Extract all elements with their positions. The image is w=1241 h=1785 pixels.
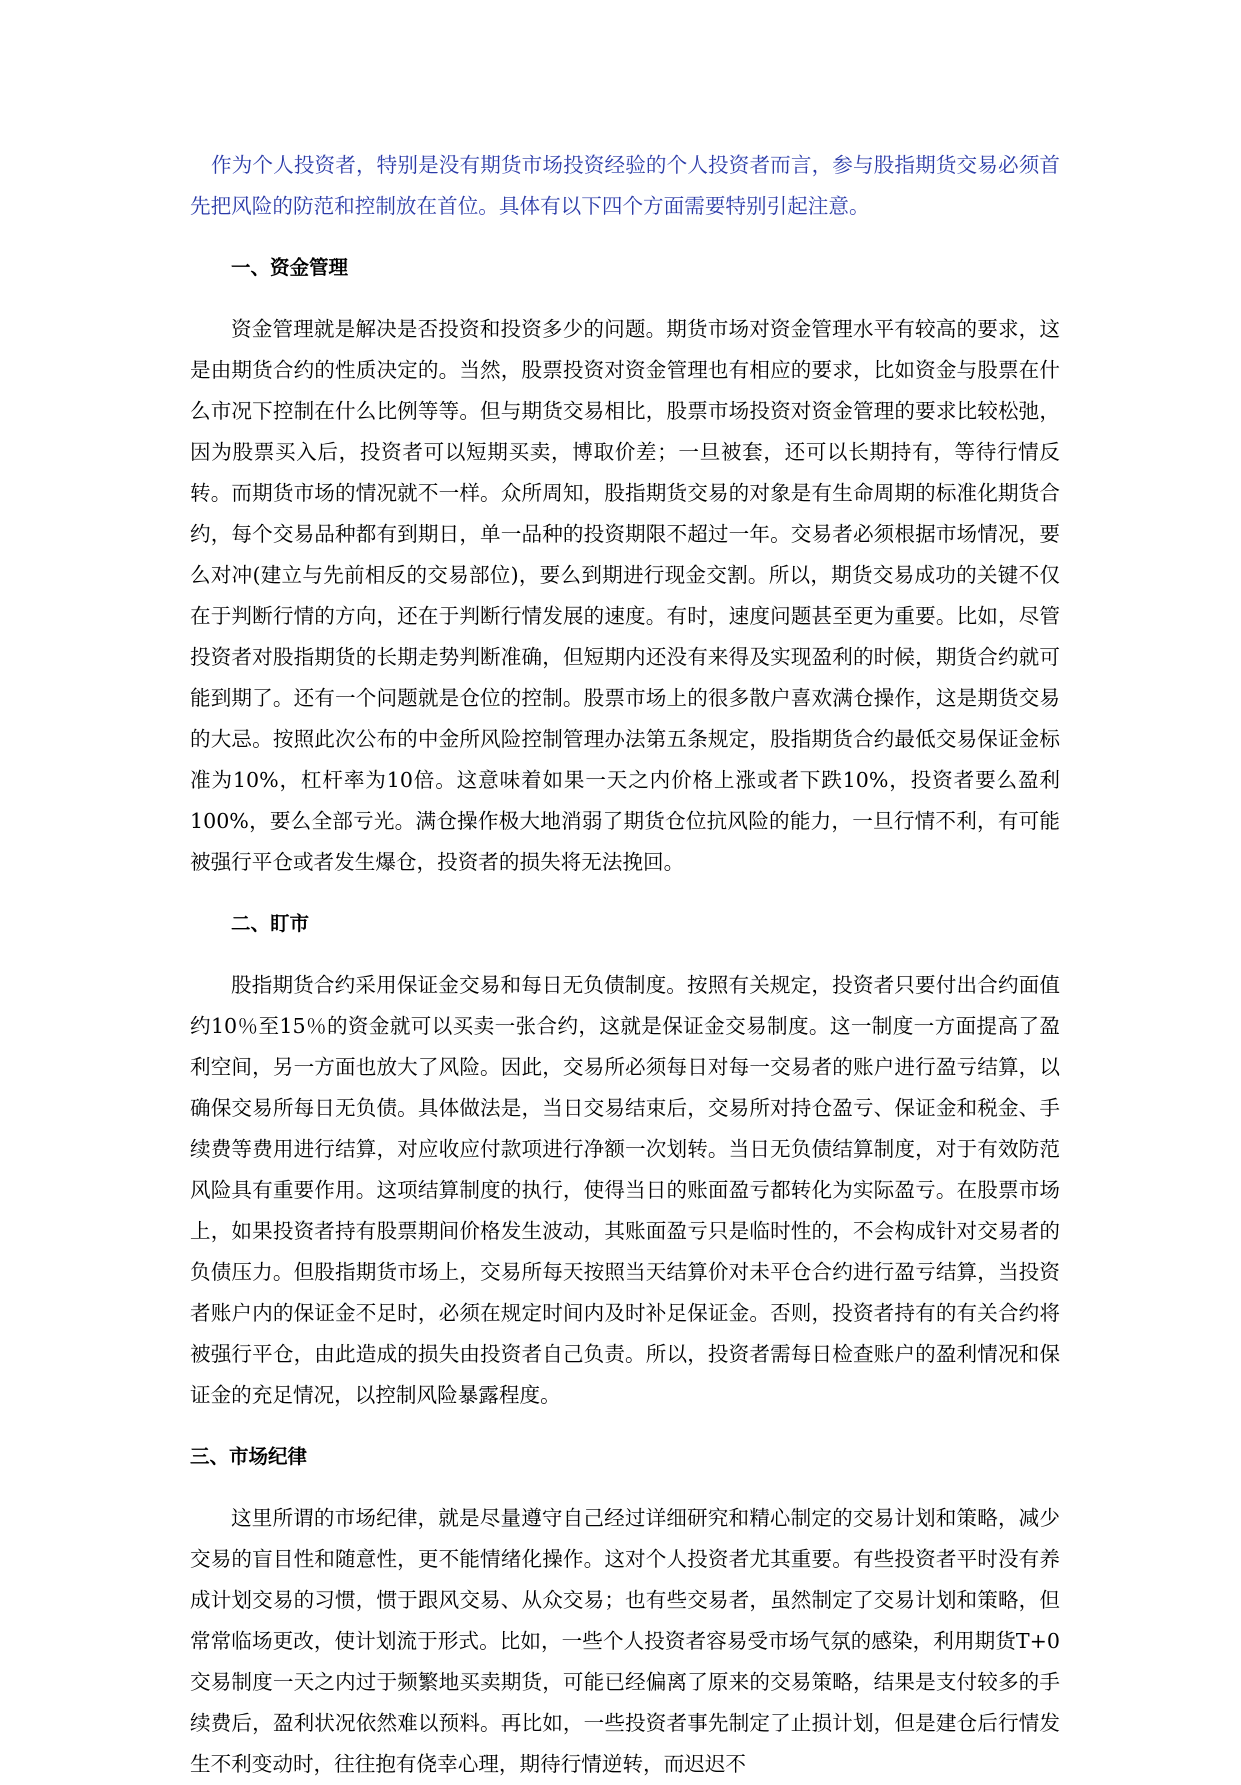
section-heading-mark-to-market: 二、盯市 [231,912,310,935]
section-body-mark-to-market: 股指期货合约采用保证金交易和每日无负债制度。按照有关规定，投资者只要付出合约面值约10％至15％的资金就可以买卖一张合约，这就是保证金交易制度。这一制度一方面提高了盈利空间，另一方面也放大了风险。因此，交易所必须每日对每一交易者的账户进行盈亏结算，以确保交易所每日无负债。具体做法是，当日交易结束后，交易所对持仓盈亏、保证金和税金、手续费等费用进行结算，对应收应付款项进行净额一次划转。当日无负债结算制度，对于有效防范风险具有重要作用。这项结算制度的执行，使得当日的账面盈亏都转化为实际盈亏。在股票市场上，如果投资者持有股票期间价格发生波动，其账面盈亏只是临时性的，不会构成针对交易者的负债压力。但股指期货市场上，交易所每天按照当天结算价对未平仓合约进行盈亏结算，当投资者账户内的保证金不足时，必须在规定时间内及时补足保证金。否则，投资者持有的有关合约将被强行平仓，由此造成的损失由投资者自己负责。所以，投资者需每日检查账户的盈利情况和保证金的充足情况，以控制风险暴露程度。 [190,973,1060,1407]
section-heading-capital-management: 一、资金管理 [231,256,349,279]
section-body-capital-management: 资金管理就是解决是否投资和投资多少的问题。期货市场对资金管理水平有较高的要求，这是由期货合约的性质决定的。当然，股票投资对资金管理也有相应的要求，比如资金与股票在什么市况下控制在什么比例等等。但与期货交易相比，股票市场投资对资金管理的要求比较松弛，因为股票买入后，投资者可以短期买卖，博取价差；一旦被套，还可以长期持有，等待行情反转。而期货市场的情况就不一样。众所周知，股指期货交易的对象是有生命周期的标准化期货合约，每个交易品种都有到期日，单一品种的投资期限不超过一年。交易者必须根据市场情况，要么对冲(建立与先前相反的交易部位)，要么到期进行现金交割。所以，期货交易成功的关键不仅在于判断行情的方向，还在于判断行情发展的速度。有时，速度问题甚至更为重要。比如，尽管投资者对股指期货的长期走势判断准确，但短期内还没有来得及实现盈利的时候，期货合约就可能到期了。还有一个问题就是仓位的控制。股票市场上的很多散户喜欢满仓操作，这是期货交易的大忌。按照此次公布的中金所风险控制管理办法第五条规定，股指期货合约最低交易保证金标准为10%，杠杆率为10倍。这意味着如果一天之内价格上涨或者下跌10%，投资者要么盈利100%，要么全部亏光。满仓操作极大地消弱了期货仓位抗风险的能力，一旦行情不利，有可能被强行平仓或者发生爆仓，投资者的损失将无法挽回。 [190,317,1060,874]
document-page [190,145,1060,1785]
section-body-market-discipline: 这里所谓的市场纪律，就是尽量遵守自己经过详细研究和精心制定的交易计划和策略，减少交易的盲目性和随意性，更不能情绪化操作。这对个人投资者尤其重要。有些投资者平时没有养成计划交易的习惯，惯于跟风交易、从众交易；也有些交易者，虽然制定了交易计划和策略，但常常临场更改，使计划流于形式。比如，一些个人投资者容易受市场气氛的感染，利用期货T+0交易制度一天之内过于频繁地买卖期货，可能已经偏离了原来的交易策略，结果是支付较多的手续费后，盈利状况依然难以预料。再比如，一些投资者事先制定了止损计划，但是建仓后行情发生不利变动时，往往抱有侥幸心理，期待行情逆转，而迟迟不 [190,1506,1060,1776]
section-heading-market-discipline: 三、市场纪律 [190,1445,308,1468]
intro-paragraph: 作为个人投资者，特别是没有期货市场投资经验的个人投资者而言，参与股指期货交易必须首先把风险的防范和控制放在首位。具体有以下四个方面需要特别引起注意。 [190,153,1060,218]
